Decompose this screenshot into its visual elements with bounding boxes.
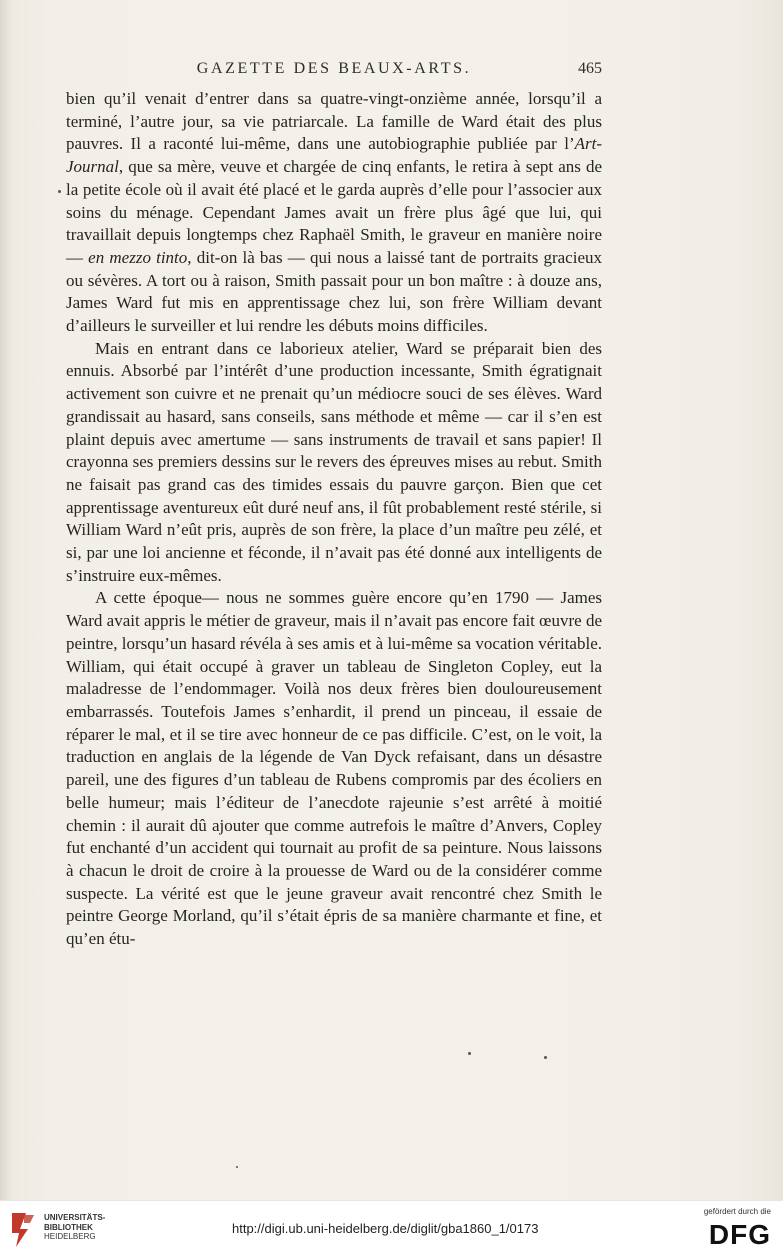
- digitization-footer: [0, 1200, 783, 1258]
- speck-mark: [544, 1056, 547, 1059]
- paragraph-1: [66, 88, 602, 338]
- paragraph-2: Mais en entrant dans ce laborieux atelier, Ward se préparait bien des ennuis. Absorbé par l’intérêt d’une production incessante, Smith égratignait activement son cuivre et ne prenait qu’un médiocre souci de ses élèves. Ward grandissait au hasard, sans conseils, sans méthode et même — car il s’en est plaint depuis avec amertume — sans instruments de travail et sans papier! Il crayonna ses premiers dessins sur le revers des épreuves mises au rebut. Smith ne faisait pas grand cas des timides essais du pauvre garçon. Bien que cet apprentissage aventureux eût duré neuf ans, il fût probablement resté stérile, si William Ward n’eût pris, auprès de son frère, la place d’un maître peu zélé, et si, par une loi ancienne et féconde, il n’avait pas été donné aux intelligents de s’instruire eux-mêmes.: [66, 338, 602, 585]
- running-head: [66, 60, 602, 84]
- funding-claim: gefördert durch die: [703, 1207, 771, 1216]
- speck-mark: [58, 190, 61, 193]
- speck-mark: [236, 1166, 238, 1168]
- article-text: [66, 88, 602, 951]
- university-library-logo-icon: [6, 1209, 38, 1249]
- page-gutter-shadow: [0, 0, 12, 1200]
- paragraph-1-part-b: , que sa mère, veuve et chargée de cinq enfants, le retira à sept ans de la petite école où il avait été placé et le garda auprès d’elle pour l’associer aux soins du ménage. Cependant James avait un frère plus âgé que lui, qui travaillait depuis longtemps chez Raphaël Smith, le graveur en manière noire —: [66, 157, 602, 267]
- italic-journal-title: Art-Journal: [66, 134, 602, 177]
- funder-block: [691, 1207, 771, 1253]
- paragraph-1-part-c: , dit-on là bas — qui nous a laissé tant de portraits gracieux ou sévères. A tort ou à raison, Smith passait pour un bon maître : à douze ans, James Ward fut mis en apprentissage chez lui, son frère William devant d’ailleurs le surveiller et lui rendre les débuts moins difficiles.: [66, 247, 602, 336]
- dfg-logo: DFG: [708, 1219, 771, 1250]
- paragraph-1-part-a: bien qu’il venait d’entrer dans sa quatre-vingt-onzième année, lorsqu’il a terminé, l’autre jour, sa vie patriarcale. La famille de Ward était des plus pauvres. Il a raconté lui-même, dans une autobiographie publiée par l’: [66, 89, 602, 154]
- paragraph-3: A cette époque— nous ne sommes guère encore qu’en 1790 — James Ward avait appris le métier de graveur, mais il n’avait pas encore fait œuvre de peintre, lorsqu’un hasard révéla à ses amis et à lui-même sa vocation véritable. William, qui était occupé à graver un tableau de Singleton Copley, eut la maladresse de l’endommager. Voilà nos deux frères bien douloureusement embarrassés. Toutefois James s’enhardit, il prend un pinceau, il essaie de réparer le mal, et il se tire avec honneur de ce pas difficile. C’est, on le voit, la traduction en anglais de la légende de Van Dyck refaisant, dans un désastre pareil, une des figures d’un tableau de Rubens compromis par des écoliers en belle humeur; mais l’éditeur de l’anecdote rajeunie s’est arrêté à moitié chemin : il aurait dû ajouter que comme autrefois le maître d’Anvers, Copley fut enchanté d’un accident qui tournait au profit de sa peinture. Nous laissons à chacun le droit de croire à la prouesse de Ward ou de la considérer comme suspecte. La vérité est que le jeune graveur avait rencontré chez Smith le peintre George Morland, qu’il s’était épris de sa manière charmante et fine, et qu’en étu-: [66, 588, 602, 949]
- permalink-url[interactable]: http://digi.ub.uni-heidelberg.de/diglit/gba1860_1/0173: [232, 1221, 539, 1236]
- library-name: [44, 1213, 105, 1242]
- speck-mark: [468, 1052, 471, 1055]
- library-name-line-3: HEIDELBERG: [44, 1232, 96, 1241]
- italic-term: en mezzo tinto: [88, 247, 188, 267]
- library-name-line-2: BIBLIOTHEK: [44, 1222, 93, 1232]
- running-title: GAZETTE DES BEAUX-ARTS.: [196, 60, 472, 77]
- page-number: 465: [578, 60, 602, 77]
- library-name-line-1: UNIVERSITÄTS-: [44, 1213, 106, 1222]
